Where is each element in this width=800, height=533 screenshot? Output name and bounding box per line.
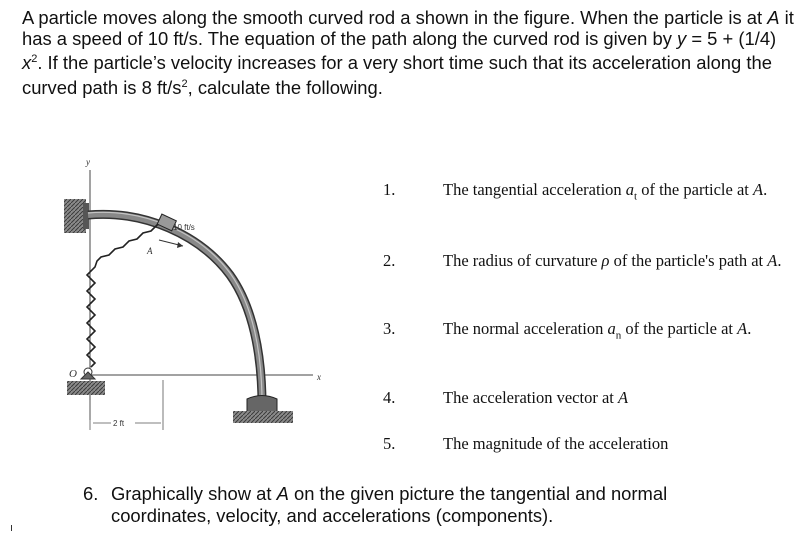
dimension-label: 2 ft [113,419,125,428]
problem-statement: A particle moves along the smooth curved rod a shown in the figure. When the particle is at A it has a speed of 10 ft/s. The equation of the path along the curved rod is given by y = 5 + (1/4) $x^2$. If the particle’s velocity increases for a very short time such that its acceleration along the curved path is 8 $ft/s^2$, calculate the following. [22,7,794,98]
stray-mark [11,525,12,531]
curved-rod [88,214,262,405]
origin-label: O [69,368,77,380]
speed-label: 10 ft/s [173,223,195,232]
question-5: 5. The magnitude of the acceleration [383,434,669,453]
question-1: 1. The tangential acceleration $a_t$ of the particle at A. [383,180,768,203]
spring [87,223,163,367]
question-4: 4. The acceleration vector at A [383,388,629,407]
curved-rod-figure [55,155,345,445]
x-axis-label: x [317,372,321,382]
question-2: 2. The radius of curvature ρ of the particle's path at A. [383,251,782,270]
top-wall [64,199,86,233]
question-3: 3. The normal acceleration $a_n$ of the particle at A. [383,319,752,342]
bottom-support [247,396,277,414]
point-a-label: A [147,246,153,256]
question-6: 6. Graphically show at A on the given picture the tangential and normal coordinates, velocity, and accelerations (components). [83,483,668,526]
y-axis-label: y [86,157,90,167]
